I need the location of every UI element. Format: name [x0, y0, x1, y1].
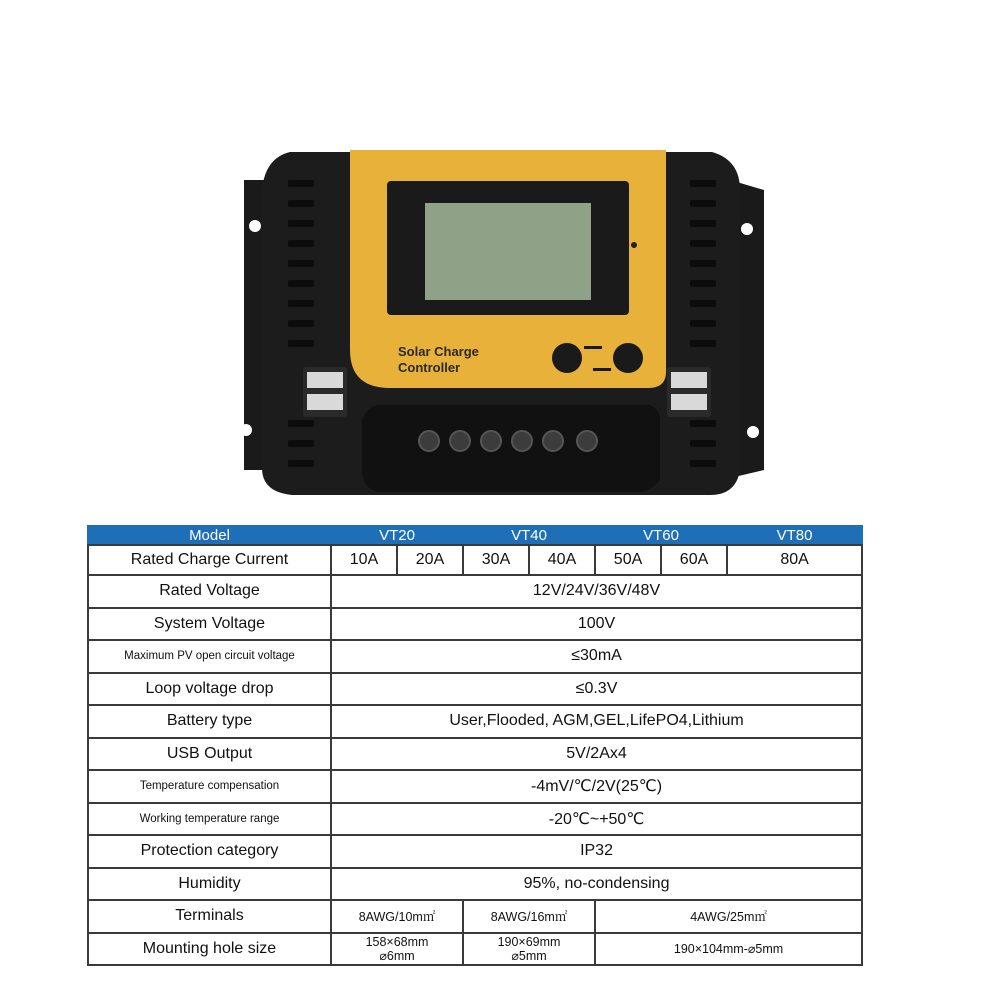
lcd-screen	[425, 203, 591, 300]
cell-value: 60A	[661, 545, 727, 575]
terminal-screw-icon	[419, 431, 439, 451]
table-row	[88, 803, 862, 836]
button-symbol-icon	[593, 368, 611, 371]
front-label-line1: Solar Charge	[398, 344, 479, 359]
mounting-hole-icon	[741, 223, 753, 235]
cell-value: -20℃~+50℃	[331, 803, 862, 836]
table-row	[88, 575, 862, 608]
model-vt40: VT40	[463, 526, 595, 545]
usb-port-icon[interactable]	[303, 367, 347, 417]
cell-value: User,Flooded, AGM,GEL,LifePO4,Lithium	[331, 705, 862, 738]
table-row	[88, 900, 862, 933]
row-label: Mounting hole size	[88, 933, 331, 966]
cell-value: 40A	[529, 545, 595, 575]
button-symbol-icon	[584, 346, 602, 349]
terminal-screw-icon	[512, 431, 532, 451]
table-row	[88, 868, 862, 901]
button-icon[interactable]	[552, 343, 582, 373]
row-label: Rated Voltage	[88, 575, 331, 608]
model-vt60: VT60	[595, 526, 727, 545]
right-heatsink-ribs	[690, 180, 716, 467]
button-icon[interactable]	[613, 343, 643, 373]
cell-value: 4AWG/25m㎡	[595, 900, 862, 933]
table-row	[88, 673, 862, 706]
cell-value: ≤0.3V	[331, 673, 862, 706]
row-label: Temperature compensation	[88, 770, 331, 803]
mounting-hole-icon	[240, 424, 252, 436]
cell-value: 95%, no-condensing	[331, 868, 862, 901]
row-label: Maximum PV open circuit voltage	[88, 640, 331, 673]
table-row	[88, 835, 862, 868]
cell-value: 100V	[331, 608, 862, 641]
cell-value	[331, 933, 463, 966]
cell-value: ≤30mA	[331, 640, 862, 673]
table-row	[88, 770, 862, 803]
terminal-screw-icon	[577, 431, 597, 451]
row-label: USB Output	[88, 738, 331, 771]
terminal-block	[362, 405, 660, 492]
table-row	[88, 545, 862, 575]
table-row	[88, 608, 862, 641]
table-row	[88, 933, 862, 966]
table-row	[88, 738, 862, 771]
cell-value: 30A	[463, 545, 529, 575]
spec-table	[87, 525, 863, 966]
row-label: Protection category	[88, 835, 331, 868]
terminal-screw-icon	[450, 431, 470, 451]
row-label: Loop voltage drop	[88, 673, 331, 706]
cell-value: -4mV/℃/2V(25℃)	[331, 770, 862, 803]
cell-value: 8AWG/16m㎡	[463, 900, 595, 933]
cell-value: 5V/2Ax4	[331, 738, 862, 771]
cell-value: IP32	[331, 835, 862, 868]
terminal-screw-icon	[481, 431, 501, 451]
model-vt80: VT80	[727, 526, 862, 545]
mounting-hole: ⌀5mm	[511, 948, 547, 963]
usb-port-icon[interactable]	[667, 367, 711, 417]
terminal-screw-icon	[543, 431, 563, 451]
left-heatsink-ribs	[288, 180, 314, 467]
cell-value: 80A	[727, 545, 862, 575]
mounting-dims: 190×69mm	[497, 934, 561, 949]
mounting-hole: ⌀6mm	[379, 948, 415, 963]
row-label: Humidity	[88, 868, 331, 901]
cell-value: 50A	[595, 545, 661, 575]
row-label: Rated Charge Current	[88, 545, 331, 575]
cell-value: 10A	[331, 545, 397, 575]
table-row	[88, 640, 862, 673]
mounting-dims: 158×68mm	[365, 934, 429, 949]
mounting-hole-icon	[747, 426, 759, 438]
row-label: Working temperature range	[88, 803, 331, 836]
front-label-line2: Controller	[398, 360, 461, 375]
row-label: Battery type	[88, 705, 331, 738]
mounting-hole-icon	[249, 220, 261, 232]
row-label: System Voltage	[88, 608, 331, 641]
model-header: Model	[88, 526, 331, 545]
cell-value: 20A	[397, 545, 463, 575]
header-row	[88, 526, 862, 545]
model-vt20: VT20	[331, 526, 463, 545]
table-row	[88, 705, 862, 738]
row-label: Terminals	[88, 900, 331, 933]
cell-value: 12V/24V/36V/48V	[331, 575, 862, 608]
cell-value: 8AWG/10m㎡	[331, 900, 463, 933]
cell-value: 190×104mm-⌀5mm	[595, 933, 862, 966]
indicator-led-icon	[631, 242, 637, 248]
cell-value	[463, 933, 595, 966]
